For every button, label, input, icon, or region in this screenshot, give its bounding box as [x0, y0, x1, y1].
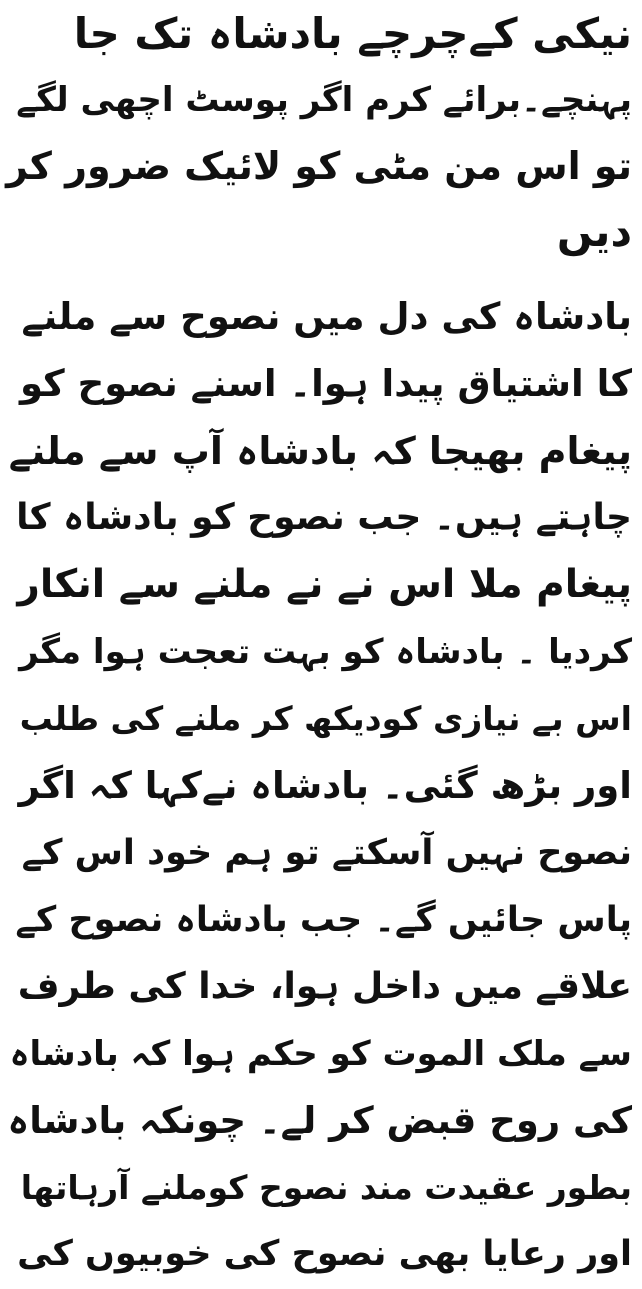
story-line-10: پاس جائیں گے۔ جب بادشاہ نصوح کے	[15, 900, 632, 940]
intro-line-1: نیکی کےچرچے بادشاہ تک جا	[73, 9, 632, 58]
story-line-14: بطور عقیدت مند نصوح کوملنے آرہاتھا	[20, 1168, 632, 1207]
story-line-13: کی روح قبض کر لے۔ چونکہ بادشاہ	[7, 1099, 632, 1142]
story-line-7: اس بے نیازی کودیکھ کر ملنے کی طلب	[19, 699, 632, 738]
story-line-5: پیغام ملا اس نے نے ملنے سے انکار	[17, 562, 632, 607]
story-line-3: پیغام بھیجا کہ بادشاہ آپ سے ملنے	[8, 429, 632, 473]
story-line-8: اور بڑھ گئی۔ بادشاہ نےکہا کہ اگر	[18, 764, 632, 807]
story-line-12: سے ملک الموت کو حکم ہوا کہ بادشاہ	[9, 1034, 632, 1074]
story-line-15: اور رعایا بھی نصوح کی خوبیوں کی	[17, 1234, 632, 1274]
intro-line-2: پہنچے۔برائے کرم اگر پوسٹ اچھی لگے	[16, 80, 632, 120]
story-line-6: کردیا ۔ بادشاہ کو بہت تعجت ہوا مگر	[19, 632, 632, 672]
story-line-11: علاقے میں داخل ہوا، خدا کی طرف	[17, 966, 632, 1007]
story-line-4: چاہتے ہیں۔ جب نصوح کو بادشاہ کا	[16, 497, 632, 538]
intro-line-4: دیں	[556, 207, 632, 256]
story-line-9: نصوح نہیں آسکتے تو ہم خود اس کے	[21, 833, 632, 873]
story-line-2: کا اشتیاق پیدا ہوا۔ اسنے نصوح کو	[19, 362, 632, 405]
story-line-1: بادشاہ کی دل میں نصوح سے ملنے	[21, 295, 632, 338]
intro-line-3: تو اس من مٹی کو لائیک ضرور کر	[6, 144, 632, 188]
